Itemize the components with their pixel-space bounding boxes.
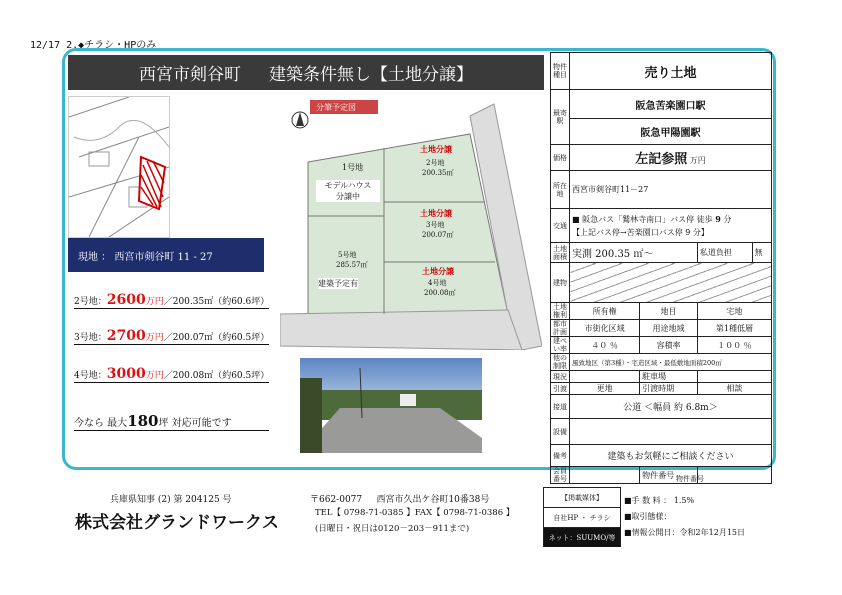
station-2: 阪急甲陽園駅 (570, 119, 772, 145)
address-label: 所在地 (551, 171, 570, 209)
company-address: 〒662-0077 西宮市久出ケ谷町10番38号 (310, 495, 490, 505)
lot-5-name: 5号地 (338, 251, 357, 259)
lot-4-tag: 土地分譲 (422, 266, 454, 276)
bcr-label: 建ぺい率 (551, 337, 570, 354)
company-name: 株式会社グランドワークス (75, 513, 279, 533)
price-line-4: 4号地：3000万円／200.08㎡（約60.5坪） (74, 366, 270, 382)
access-2: 【上記バス停→苦楽園口バス停 9 分】 (572, 227, 709, 237)
price-label: 価格 (551, 145, 570, 171)
building-label: 建物 (551, 263, 570, 303)
member-label: 会員番号 (551, 467, 570, 484)
license-number: 兵庫県知事 (2) 第 204125 号 (110, 495, 232, 505)
header-note: 12/17 2.◆チラシ・HPのみ (30, 40, 157, 51)
lot-2-area: 200.35㎡ (422, 169, 454, 177)
zone-label: 用途地域 (640, 320, 698, 337)
transaction-line: ■取引態様： (624, 512, 672, 521)
transport-label: 最寄駅 (551, 90, 570, 145)
facility-label: 設備 (551, 419, 570, 445)
portal-1: 自社HP ・ チラシ (544, 507, 620, 527)
title-right: 建築条件無し【土地分譲】 (269, 65, 473, 85)
far-label: 容積率 (640, 337, 698, 354)
title-left: 西宮市剣谷町 (139, 65, 241, 85)
road-value: 公道 ＜幅員 約 6.8m＞ (570, 395, 772, 419)
lot-3-tag: 土地分譲 (420, 208, 452, 218)
plot-plan-graphic (280, 96, 542, 350)
price-line-2: 2号地：2600万円／200.35㎡（約60.6坪） (74, 292, 270, 308)
city-value: 市街化区域 (570, 320, 640, 337)
lot-4-name: 4号地 (428, 279, 447, 287)
setback-label: 私道負担 (697, 243, 752, 263)
portal-box (543, 487, 621, 547)
address-value: 西宮市剣谷町11－27 (570, 171, 772, 209)
type-value: 売り土地 (570, 53, 772, 90)
map-graphic (69, 97, 169, 237)
rights-value: 所有権 (570, 303, 640, 320)
member2-label: 物件番号 (640, 467, 698, 484)
lot-3-area: 200.07㎡ (422, 231, 454, 239)
chimoku-value: 宅地 (697, 303, 771, 320)
location-box: 現地 ： 西宮市剣谷町 11 - 27 (68, 238, 264, 272)
spec-table: 物件種目 売り土地 最寄駅 阪急苦楽園口駅 阪急甲陽園駅 価格 左記参照 万円 所在地 西宮市剣谷町11－27 交通 ■ 阪急バス「鷲林寺南口」バス停 徒歩 9 分 【上記バス停→苦楽園口バス停 9 分】 土地面積 実測 200.35 ㎡～ 私道負担 無 建物 土地権利 所有権 地目 宅地 都市計画 市街化区域 用途地域 第1種低層 建ぺい率 ４０ ％ 容積率 １００ ％ 他の制限 風致地区（第3種）・宅造区域・最低敷地面積200㎡ 現況 駐車場 引渡 更地 引渡時期 相談 接道 公道 ＜幅員 約 6.8m＞ 設備 備考 建築もお気軽にご相談ください 会員番号 物件番号 (550, 52, 772, 484)
delivery2-value: 相談 (697, 383, 771, 395)
area-value: 実測 200.35 ㎡～ (570, 243, 698, 263)
delivery-label: 引渡 (551, 383, 570, 395)
fee-line: ■手 数 料 ： 1.5% (624, 496, 695, 505)
road-label: 接道 (551, 395, 570, 419)
lot-3-name: 3号地 (426, 221, 445, 229)
site-photo (300, 358, 482, 453)
tel-fax: TEL【 0798-71-0385 】FAX【 0798-71-0386 】 (315, 508, 515, 518)
access-label: 交通 (551, 209, 570, 243)
publish-date-line: ■情報公開日：令和2年12月15日 (624, 528, 746, 537)
delivery2-label: 引渡時期 (640, 383, 698, 395)
status-label: 現況 (551, 371, 570, 383)
title-bar (68, 55, 544, 90)
city-label: 都市計画 (551, 320, 570, 337)
other-label: 他の制限 (551, 354, 570, 371)
portal-2: ネット：SUUMO/等 (544, 527, 620, 547)
lot-5-area: 285.57㎡ (336, 261, 368, 269)
site-photo-graphic (300, 358, 482, 453)
chimoku-label: 地目 (640, 303, 698, 320)
type-label: 物件種目 (551, 53, 570, 90)
bcr-value: ４０ ％ (570, 337, 640, 354)
locality-map (68, 96, 170, 238)
lot-2-name: 2号地 (426, 159, 445, 167)
plot-banner: 分筆予定図 (316, 103, 356, 112)
plot-plan (280, 96, 542, 350)
setback-value: 無 (752, 243, 771, 263)
delivery-value: 更地 (570, 383, 640, 395)
lot-1-name: 1号地 (342, 163, 364, 172)
parking-label: 駐車場 (640, 371, 698, 383)
note-label: 備考 (551, 445, 570, 467)
conditions (624, 493, 745, 541)
station-1: 阪急苦楽園口駅 (570, 90, 772, 119)
price-line-3: 3号地：2700万円／200.07㎡（約60.5坪） (74, 328, 270, 344)
lot-1-status: モデルハウス 分譲中 (316, 180, 380, 202)
other-value: 風致地区（第3種）・宅造区域・最低敷地面積200㎡ (570, 354, 772, 371)
rights-label: 土地権利 (551, 303, 570, 320)
price-value: 左記参照 (635, 152, 688, 167)
hours-note: (日曜日・祝日は0120－203－911まで) (315, 524, 470, 534)
price-unit: 万円 (689, 156, 706, 165)
note-value: 建築もお気軽にご相談ください (570, 445, 772, 467)
lot-2-tag: 土地分譲 (420, 144, 452, 154)
portal-title: 【掲載媒体】 (561, 493, 603, 502)
lot-4-area: 200.08㎡ (424, 289, 456, 297)
area-label: 土地面積 (551, 243, 570, 263)
max-area-line: 今なら 最大180坪 対応可能です (74, 412, 269, 431)
kakunin-note: 物件番号 (676, 475, 704, 483)
lot-5-status: 建築予定有 (318, 279, 358, 288)
far-value: １００ ％ (697, 337, 771, 354)
zone-value: 第1種低層 (697, 320, 771, 337)
